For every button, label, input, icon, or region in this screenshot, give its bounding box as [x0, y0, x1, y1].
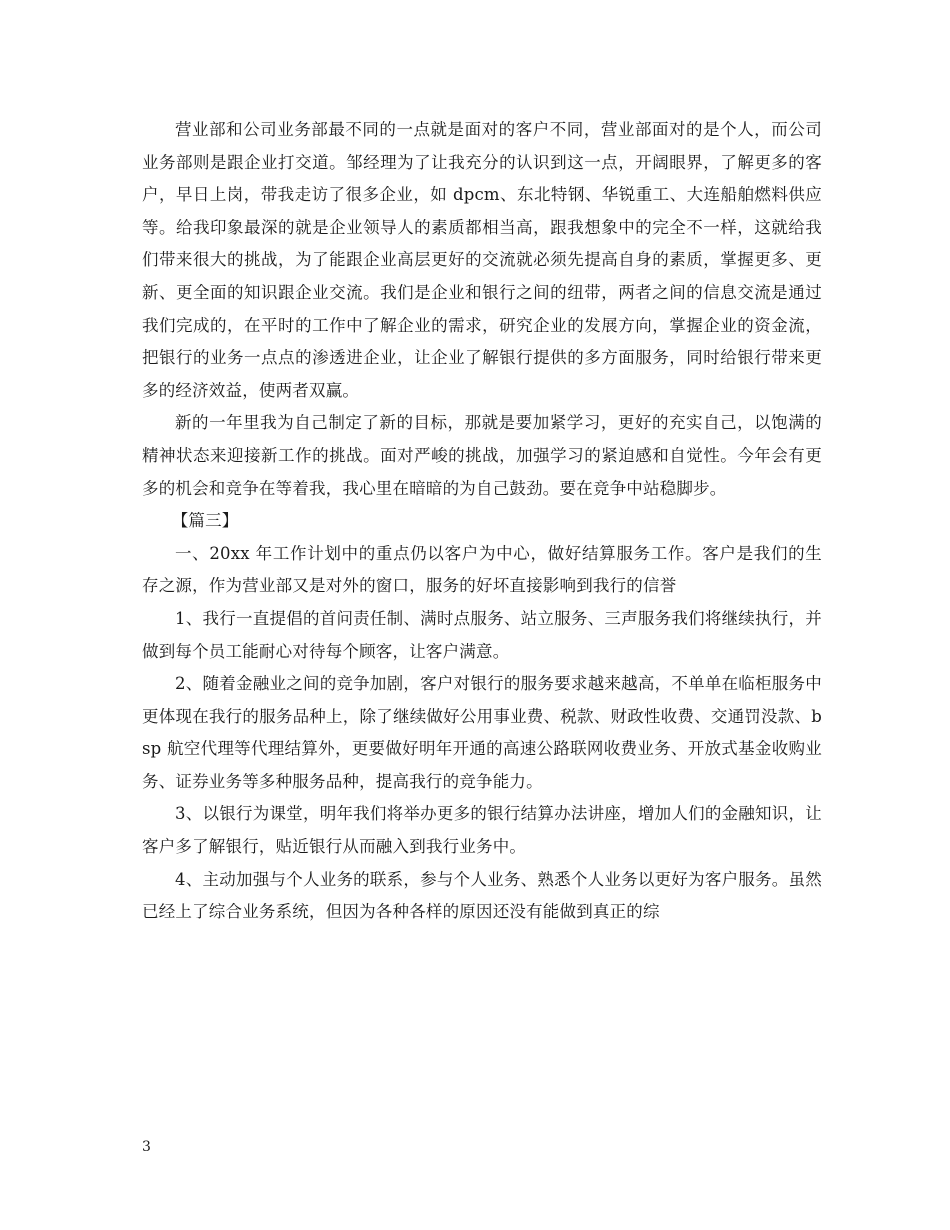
- paragraph-item-3: 3、以银行为课堂，明年我们将举办更多的银行结算办法讲座，增加人们的金融知识，让客户多了解银行，贴近银行从而融入到我行业务中。: [142, 804, 822, 857]
- paragraph-new-year-goals: 新的一年里我为自己制定了新的目标，那就是要加紧学习，更好的充实自己，以饱满的精神状态来迎接新工作的挑战。面对严峻的挑战，加强学习的紧迫感和自觉性。今年会有更多的机会和竞争在等着我，我心里在暗暗的为自己鼓劲。要在竞争中站稳脚步。: [142, 413, 822, 498]
- page-number: 3: [142, 1139, 151, 1155]
- section-heading-part-three: 【篇三】: [171, 511, 239, 531]
- paragraph-item-4: 4、主动加强与个人业务的联系，参与个人业务、熟悉个人业务以更好为客户服务。虽然已经上了综合业务系统，但因为各种各样的原因还没有能做到真正的综: [142, 869, 822, 922]
- paragraph-item-2: 2、随着金融业之间的竞争加剧，客户对银行的服务要求越来越高，不单单在临柜服务中更体现在我行的服务品种上，除了继续做好公用事业费、税款、财政性收费、交通罚没款、bsp 航空代理等代理结算外，更要做好明年开通的高速公路联网收费业务、开放式基金收购业务、证券业务等多种服务品种，提高我行的竞争能力。: [142, 674, 822, 791]
- paragraph-item-1: 1、我行一直提倡的首问责任制、满时点服务、站立服务、三声服务我们将继续执行，并做到每个员工能耐心对待每个顾客，让客户满意。: [142, 608, 822, 661]
- paragraph-business-department: 营业部和公司业务部最不同的一点就是面对的客户不同，营业部面对的是个人，而公司业务部则是跟企业打交道。邹经理为了让我充分的认识到这一点，开阔眼界，了解更多的客户，早日上岗，带我走访了很多企业，如 dpcm、东北特钢、华锐重工、大连船舶燃料供应等。给我印象最深的就是企业领导人的素质都相当高，跟我想象中的完全不一样，这就给我们带来很大的挑战，为了能跟企业高层更好的交流就必须先提高自身的素质，掌握更多、更新、更全面的知识跟企业交流。我们是企业和银行之间的纽带，两者之间的信息交流是通过我们完成的，在平时的工作中了解企业的需求，研究企业的发展方向，掌握企业的资金流，把银行的业务一点点的渗透进企业，让企业了解银行提供的多方面服务，同时给银行带来更多的经济效益，使两者双赢。: [142, 120, 822, 400]
- paragraph-work-plan-focus: 一、20xx 年工作计划中的重点仍以客户为中心，做好结算服务工作。客户是我们的生存之源，作为营业部又是对外的窗口，服务的好坏直接影响到我行的信誉: [142, 543, 822, 596]
- document-body: [142, 114, 822, 929]
